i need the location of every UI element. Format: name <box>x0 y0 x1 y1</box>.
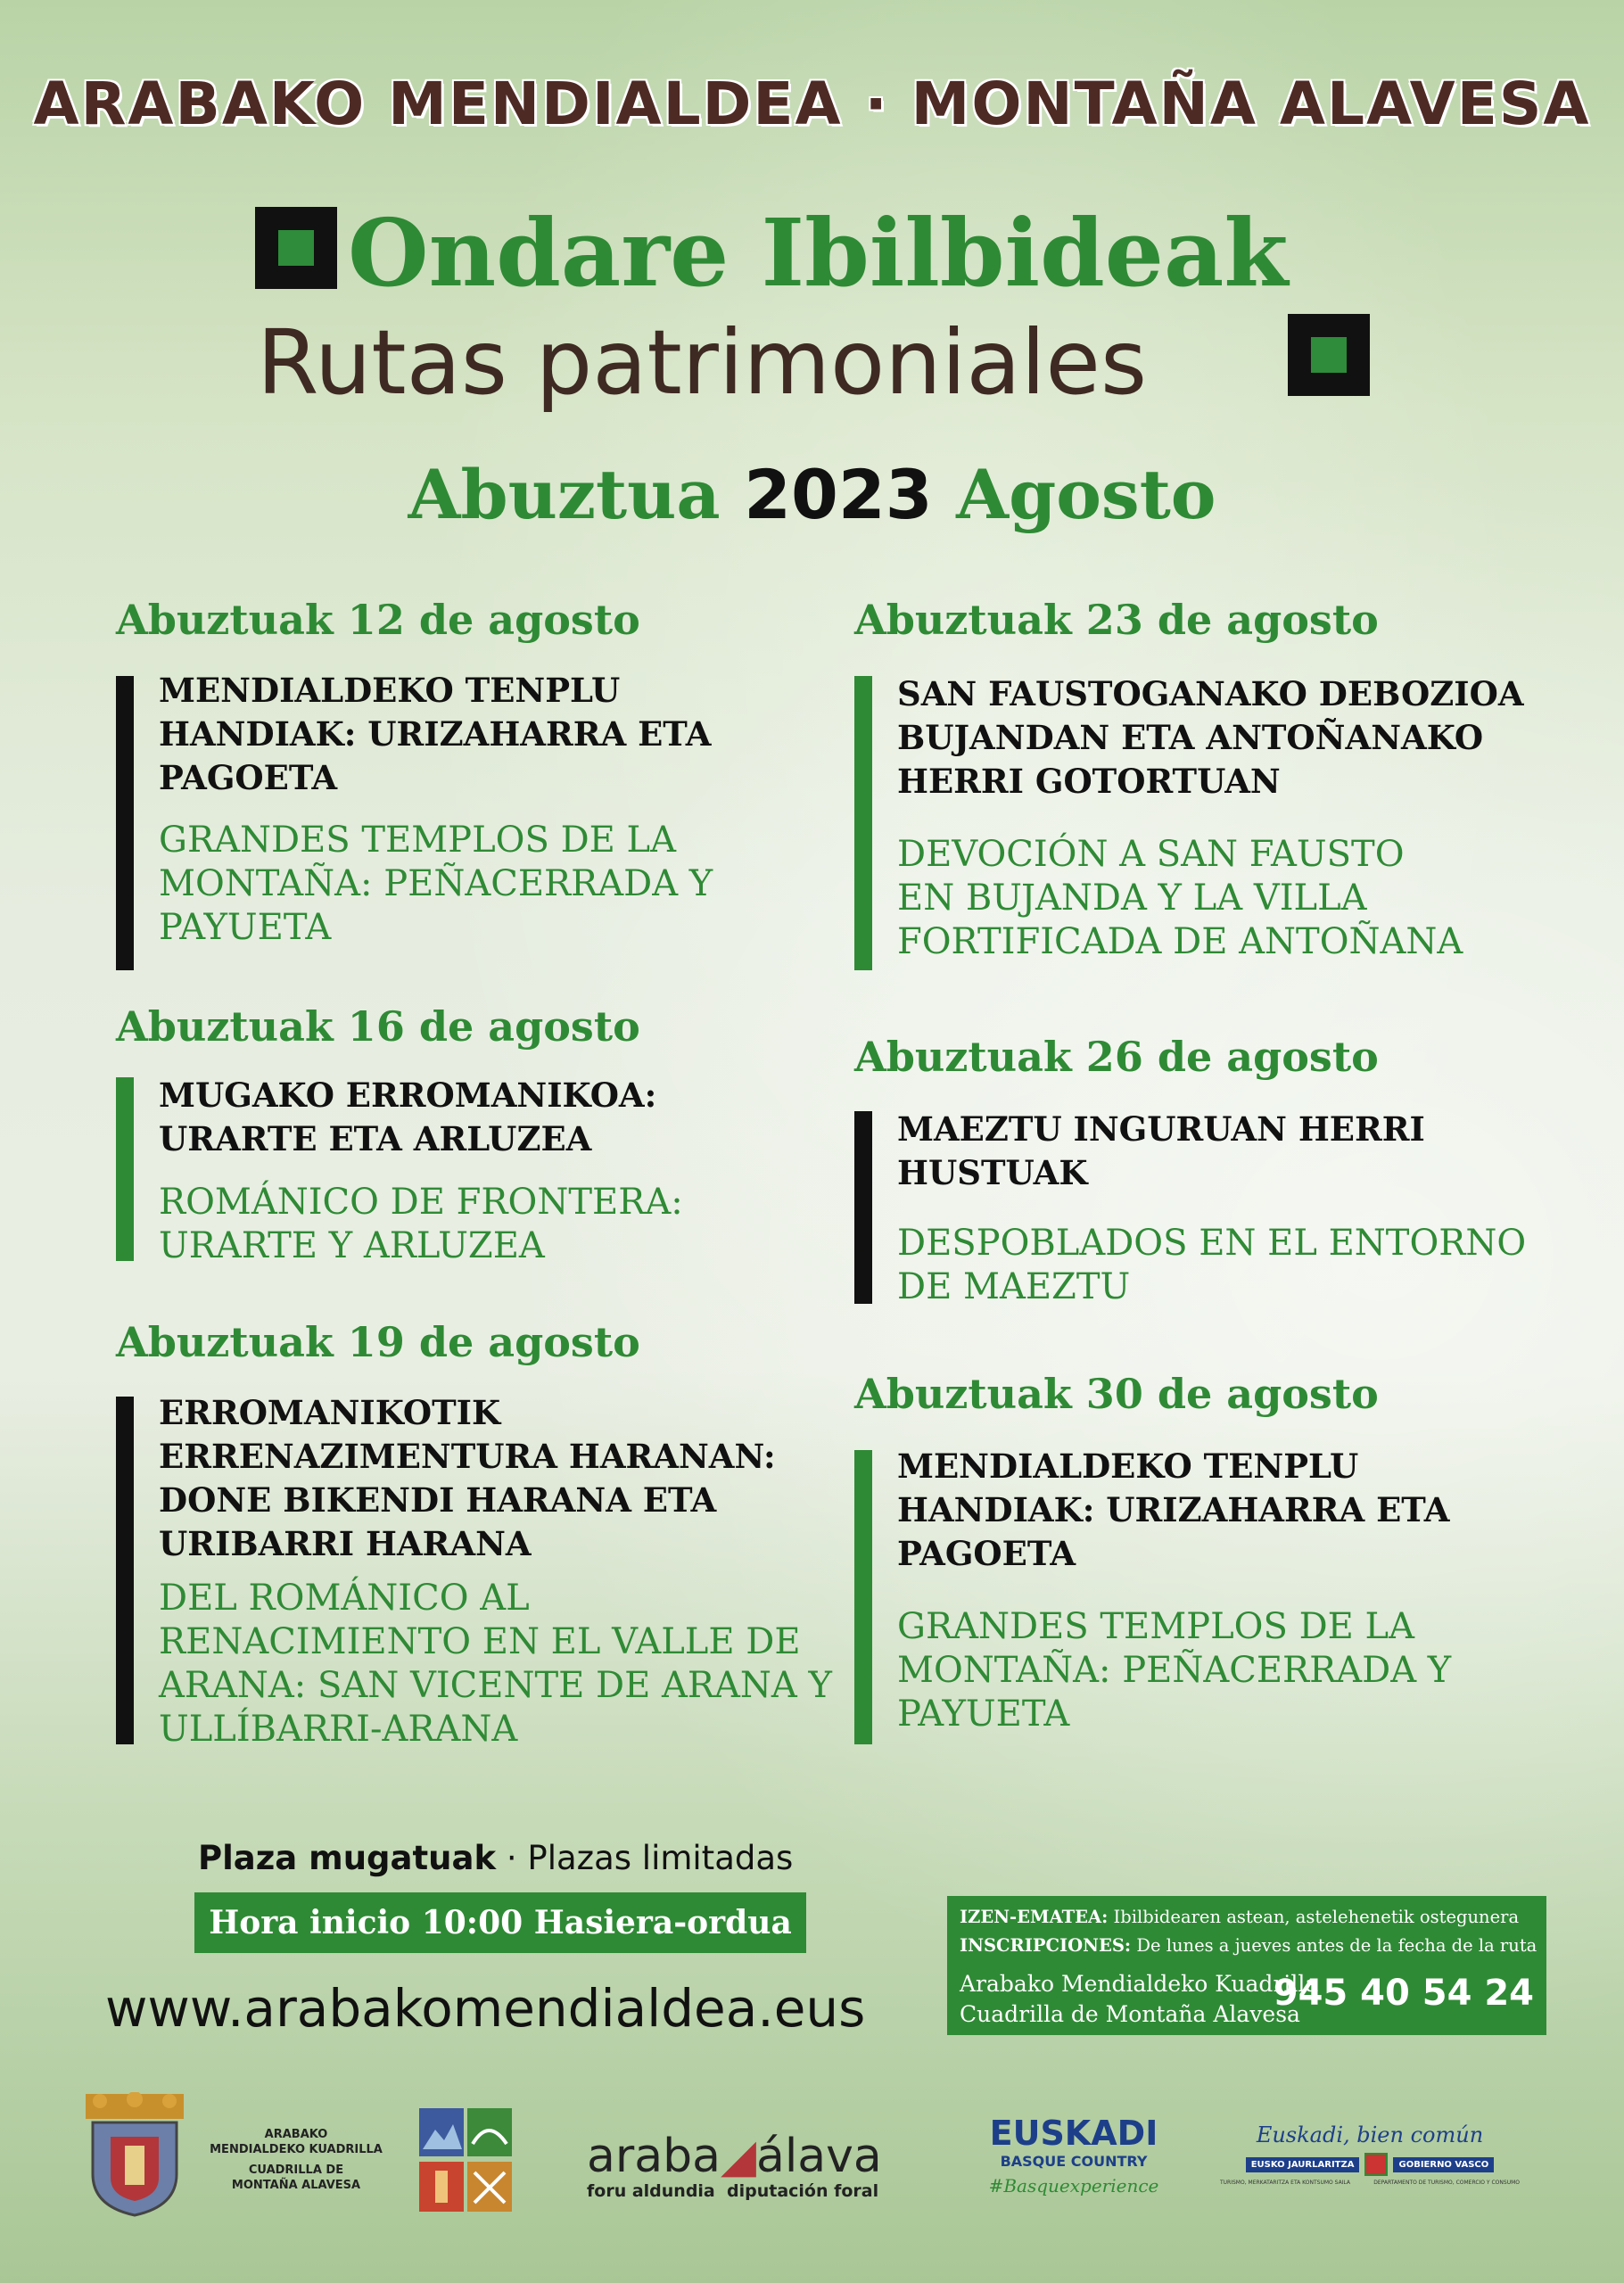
tourism-tiles-logo <box>419 2108 512 2212</box>
euskadi-logo <box>985 2114 1163 2196</box>
route-name-es: DESPOBLADOS EN EL ENTORNO DE MAEZTU <box>897 1223 1527 1307</box>
month-es: Agosto <box>956 455 1216 534</box>
route-bar <box>116 1397 134 1744</box>
website-link[interactable]: www.arabakomendialdea.eus <box>105 1978 866 2039</box>
org-es: Cuadrilla de Montaña Alavesa <box>960 2001 1300 2027</box>
dept-eu: TURISMO, MERKATARITZA ETA KONTSUMO SAILA <box>1220 2180 1351 2186</box>
cuadrilla-l1: ARABAKO <box>264 2128 328 2141</box>
route-name-eu: MAEZTU INGURUAN HERRI HUSTUAK <box>897 1109 1425 1192</box>
route-name-eu: ERROMANIKOTIK ERRENAZIMENTURA HARANAN: DONE BIKENDI HARANA ETA URIBARRI HARANA <box>159 1393 776 1563</box>
cuadrilla-logo-text <box>207 2127 385 2193</box>
route-date: Abuztuak 12 de agosto <box>116 596 640 644</box>
route-date: Abuztuak 19 de agosto <box>116 1318 640 1366</box>
ins-eu-text: Ibilbidearen astean, astelehenetik ostegunera <box>1108 1907 1520 1927</box>
dept-es: DEPARTAMENTO DE TURISMO, COMERCIO Y CONSUMO <box>1373 2180 1520 2186</box>
basque-hashtag: #Basquexperience <box>988 2175 1159 2196</box>
cuadrilla-l2: MENDIALDEKO KUADRILLA <box>210 2143 383 2156</box>
square-icon-right <box>1288 314 1370 396</box>
route-name-eu: MENDIALDEKO TENPLU HANDIAK: URIZAHARRA ETA PAGOETA <box>897 1446 1450 1573</box>
region-separator: · <box>864 70 889 138</box>
ins-es-label: INSCRIPCIONES: <box>960 1935 1132 1956</box>
places-limited <box>198 1839 793 1877</box>
route-name-es: DEVOCIÓN A SAN FAUSTO EN BUJANDA Y LA VILLA FORTIFICADA DE ANTOÑANA <box>897 834 1463 962</box>
jaurlaritza-label: EUSKO JAURLARITZA <box>1246 2157 1360 2172</box>
route-bar <box>116 1077 134 1261</box>
start-time-badge: Hora inicio 10:00 Hasiera-ordua <box>194 1892 806 1953</box>
route-name-eu: SAN FAUSTOGANAKO DEBOZIOA BUJANDAN ETA ANTOÑANAKO HERRI GOTORTUAN <box>897 674 1524 801</box>
ikurrina-icon <box>1364 2153 1388 2176</box>
route-bar <box>854 676 872 970</box>
alava-word: álava <box>755 2130 882 2183</box>
route-bar <box>116 676 134 970</box>
route-date: Abuztuak 26 de agosto <box>854 1033 1379 1081</box>
inscriptions-box <box>947 1896 1546 2035</box>
route-name-es: ROMÁNICO DE FRONTERA: URARTE Y ARLUZEA <box>159 1182 683 1266</box>
route-bar <box>854 1450 872 1744</box>
araba-sub-es: diputación foral <box>727 2181 879 2201</box>
coat-of-arms-logo <box>80 2092 189 2217</box>
route-date: Abuztuak 23 de agosto <box>854 596 1379 644</box>
araba-word: araba <box>587 2130 721 2183</box>
region-banner <box>0 70 1624 138</box>
route-name-eu: MENDIALDEKO TENPLU HANDIAK: URIZAHARRA ETA PAGOETA <box>159 671 712 797</box>
gobierno-label: GOBIERNO VASCO <box>1393 2157 1494 2172</box>
cuadrilla-l4: MONTAÑA ALAVESA <box>231 2179 361 2192</box>
route-date: Abuztuak 16 de agosto <box>116 1002 640 1051</box>
square-icon-left <box>255 207 337 289</box>
bien-comun: Euskadi, bien común <box>1256 2122 1484 2147</box>
araba-sub-eu: foru aldundia <box>587 2181 715 2201</box>
month-heading <box>0 455 1624 534</box>
month-eu: Abuztua <box>408 455 721 534</box>
araba-slash-icon: ◢ <box>720 2130 756 2183</box>
region-es: MONTAÑA ALAVESA <box>911 70 1591 138</box>
route-name-es: DEL ROMÁNICO AL RENACIMIENTO EN EL VALLE DE ARANA: SAN VICENTE DE ARANA Y ULLÍBARRI-ARANA <box>159 1578 832 1750</box>
araba-logo <box>587 2130 882 2201</box>
title-eu: Ondare Ibilbideak <box>348 198 1289 308</box>
route-bar <box>854 1111 872 1304</box>
route-name-es: GRANDES TEMPLOS DE LA MONTAÑA: PEÑACERRADA Y PAYUETA <box>897 1606 1452 1735</box>
places-eu: Plaza mugatuak <box>198 1839 497 1877</box>
route-name-es: GRANDES TEMPLOS DE LA MONTAÑA: PEÑACERRADA Y PAYUETA <box>159 820 713 948</box>
year: 2023 <box>744 455 933 534</box>
phone-number[interactable]: 945 40 54 24 <box>1273 1973 1534 2014</box>
places-es: Plazas limitadas <box>527 1839 794 1877</box>
basque-country: BASQUE COUNTRY <box>1000 2153 1148 2170</box>
region-eu: ARABAKO MENDIALDEA <box>33 70 843 138</box>
cuadrilla-l3: CUADRILLA DE <box>248 2163 344 2177</box>
route-date: Abuztuak 30 de agosto <box>854 1370 1379 1418</box>
gobierno-vasco-logo <box>1220 2122 1520 2186</box>
euskadi-word: EUSKADI <box>989 2114 1158 2153</box>
route-name-eu: MUGAKO ERROMANIKOA: URARTE ETA ARLUZEA <box>159 1076 657 1158</box>
ins-eu-label: IZEN-EMATEA: <box>960 1907 1109 1927</box>
title-es: Rutas patrimoniales <box>257 310 1148 415</box>
places-separator: · <box>496 1839 528 1877</box>
org-eu: Arabako Mendialdeko Kuadrilla <box>960 1971 1319 1997</box>
ins-es-text: De lunes a jueves antes de la fecha de la ruta <box>1131 1935 1537 1956</box>
